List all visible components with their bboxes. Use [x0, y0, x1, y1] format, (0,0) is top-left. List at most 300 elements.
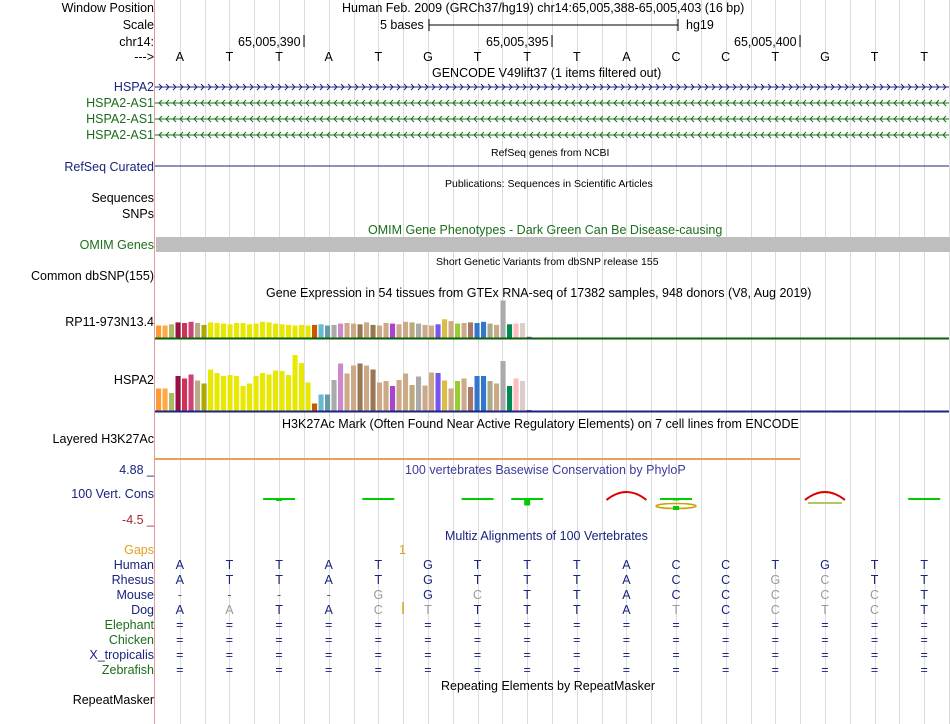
alignment-base: =: [176, 648, 184, 662]
alignment-base: =: [424, 618, 432, 632]
alignment-base: =: [821, 663, 829, 677]
alignment-base: =: [374, 633, 382, 647]
alignment-base: =: [870, 663, 879, 677]
phylop-score-bar: [375, 498, 381, 500]
gtex-gene2-bar: [520, 381, 525, 411]
alignment-base: T: [523, 558, 531, 572]
gtex-gene1-bar: [156, 326, 161, 339]
alignment-base: T: [920, 573, 928, 587]
alignment-base: T: [572, 573, 581, 587]
phylop-score-bar: [475, 498, 481, 500]
gtex-gene1-bar: [410, 322, 415, 338]
alignment-base: =: [573, 663, 581, 677]
alignment-base: =: [424, 663, 432, 677]
gtex-gene1-bar: [280, 324, 285, 338]
gtex-gene1-bar: [501, 301, 506, 339]
alignment-base: =: [325, 648, 333, 662]
alignment-base: =: [622, 618, 631, 632]
alignment-base: T: [424, 603, 432, 617]
gtex-gene2-bar: [260, 373, 265, 411]
alignment-base: T: [821, 603, 829, 617]
alignment-base: -: [227, 588, 232, 602]
alignment-base: T: [275, 558, 283, 572]
sequences-label[interactable]: Sequences: [91, 191, 154, 205]
gtex-gene2-bar: [247, 384, 252, 412]
gap-count: 1: [399, 543, 406, 557]
repeatmasker-track-title[interactable]: Repeating Elements by RepeatMasker: [441, 679, 656, 693]
gtex-gene1-bar: [488, 324, 493, 338]
gtex-gene2-bar: [267, 375, 272, 412]
gene-label-hspa2-as1[interactable]: HSPA2-AS1: [86, 112, 154, 126]
gtex-gene-label[interactable]: HSPA2: [113, 373, 154, 387]
alignment-base: =: [771, 663, 779, 677]
alignment-base: =: [722, 618, 730, 632]
alignment-base: C: [721, 588, 731, 602]
alignment-base: =: [176, 663, 184, 677]
gtex-gene1-bar: [442, 319, 447, 338]
alignment-base: A: [622, 588, 631, 602]
alignment-base: =: [374, 618, 382, 632]
base-letter: T: [374, 50, 383, 64]
alignment-base: =: [176, 618, 184, 632]
base-letter: G: [423, 50, 433, 64]
phylop-track-title[interactable]: 100 vertebrates Basewise Conservation by PhyloP: [405, 463, 686, 477]
gtex-gene2-bar: [338, 364, 343, 412]
repeatmasker-label[interactable]: RepeatMasker: [72, 693, 154, 707]
strand-arrow-label: --->: [134, 50, 154, 64]
gtex-gene2-bar: [254, 376, 259, 411]
alignment-base: T: [523, 603, 531, 617]
alignment-base: C: [770, 588, 780, 602]
species-label[interactable]: Dog: [131, 603, 154, 617]
dbsnp-track-title[interactable]: Short Genetic Variants from dbSNP release 155: [436, 256, 659, 268]
gtex-gene1-bar: [234, 323, 239, 338]
phylop-score-bar: [524, 498, 530, 506]
alignment-base: A: [175, 558, 184, 572]
base-letter: T: [771, 50, 780, 64]
gtex-gene1-bar: [312, 325, 317, 338]
gtex-gene2-bar: [423, 386, 428, 412]
gtex-gene2-bar: [169, 393, 174, 411]
gtex-gene1-bar: [228, 324, 233, 338]
position-tick-label: 65,005,395: [486, 35, 549, 49]
species-label[interactable]: Mouse: [116, 588, 154, 602]
gtex-gene1-bar: [189, 322, 194, 338]
alignment-base: =: [473, 633, 482, 647]
alignment-base: T: [473, 558, 482, 572]
base-letter: T: [523, 50, 531, 64]
gtex-gene2-bar: [176, 376, 181, 411]
scale-label: Scale: [122, 18, 154, 32]
phylop-max-label: 4.88 _: [119, 463, 154, 477]
alignment-base: =: [424, 648, 432, 662]
alignment-base: =: [672, 633, 680, 647]
alignment-base: A: [622, 558, 631, 572]
gtex-gene2-bar: [481, 376, 486, 411]
alignment-base: A: [324, 573, 333, 587]
gene-label-hspa2-as1[interactable]: HSPA2-AS1: [86, 96, 154, 110]
alignment-base: A: [622, 573, 631, 587]
alignment-base: =: [275, 633, 283, 647]
alignment-base: =: [325, 633, 333, 647]
alignment-base: G: [820, 558, 830, 572]
alignment-base: -: [276, 588, 282, 602]
gtex-gene2-bar: [429, 373, 434, 412]
alignment-base: =: [225, 663, 234, 677]
gtex-gene1-bar: [260, 322, 265, 338]
gtex-gene1-bar: [332, 325, 337, 338]
gtex-gene1-bar: [449, 321, 454, 338]
gtex-track-title[interactable]: Gene Expression in 54 tissues from GTEx RNA-seq of 17382 samples, 948 donors (V8, Aug 2019): [266, 286, 812, 300]
gtex-gene2-bar: [163, 389, 168, 412]
species-label[interactable]: X_tropicalis: [89, 648, 154, 662]
alignment-base: T: [473, 573, 482, 587]
gtex-gene2-bar: [488, 381, 493, 411]
alignment-base: =: [374, 648, 382, 662]
gtex-gene2-bar: [228, 375, 233, 411]
gtex-gene2-bar: [436, 373, 441, 411]
gtex-gene1-bar: [397, 324, 402, 338]
alignment-base: =: [275, 618, 283, 632]
gtex-gene1-bar: [514, 324, 519, 338]
gtex-gene2-bar: [208, 370, 213, 412]
alignment-base: C: [820, 588, 830, 602]
gtex-gene1-bar: [475, 323, 480, 338]
gtex-gene1-bar: [208, 322, 213, 338]
gtex-gene1-bar: [221, 324, 226, 338]
gtex-gene2-bar: [390, 386, 395, 411]
alignment-base: =: [920, 648, 928, 662]
position-tick-label: 65,005,390: [238, 35, 301, 49]
alignment-base: C: [820, 573, 830, 587]
alignment-base: =: [473, 663, 482, 677]
species-label[interactable]: Human: [113, 558, 154, 572]
phylop-score-bar: [921, 498, 927, 500]
gtex-gene2-bar: [345, 374, 350, 412]
gtex-gene2-bar: [299, 363, 304, 411]
gtex-gene2-bar: [397, 380, 402, 411]
gtex-gene2-bar: [514, 379, 519, 412]
alignment-base: =: [473, 648, 482, 662]
gtex-gene1-bar: [319, 324, 324, 338]
alignment-base: A: [622, 603, 631, 617]
alignment-base: =: [523, 618, 531, 632]
gtex-gene1-bar: [403, 322, 408, 338]
alignment-base: =: [920, 618, 928, 632]
window-position-label: Window Position: [61, 1, 154, 15]
alignment-base: G: [373, 588, 384, 602]
gtex-gene2-bar: [410, 385, 415, 411]
gtex-gene1-bar: [195, 323, 200, 338]
gtex-gene2-bar: [319, 395, 324, 412]
alignment-base: A: [175, 603, 184, 617]
alignment-base: T: [870, 558, 879, 572]
refseq-curated-label[interactable]: RefSeq Curated: [64, 160, 154, 174]
alignment-base: =: [821, 648, 829, 662]
alignment-base: =: [225, 648, 234, 662]
gtex-gene2-bar: [306, 383, 311, 412]
gtex-gene2-bar: [358, 364, 363, 412]
base-letter: T: [473, 50, 482, 64]
gtex-gene2-bar: [332, 380, 337, 411]
phylop-score-bar: [673, 506, 679, 510]
gtex-gene2-bar: [371, 370, 376, 412]
gtex-gene2-bar: [494, 384, 499, 412]
gtex-gene2-bar: [455, 381, 460, 411]
alignment-base: A: [324, 558, 333, 572]
alignment-base: =: [523, 633, 531, 647]
phylop-min-label: -4.5 _: [122, 513, 154, 527]
species-label[interactable]: Zebrafish: [101, 663, 154, 677]
gaps-label[interactable]: Gaps: [124, 543, 154, 557]
alignment-base: T: [374, 573, 383, 587]
gtex-gene1-bar: [384, 323, 389, 338]
alignment-base: G: [423, 573, 433, 587]
alignment-base: =: [573, 633, 581, 647]
gtex-gene1-bar: [325, 326, 330, 339]
alignment-base: G: [423, 558, 433, 572]
alignment-base: C: [870, 603, 880, 617]
gtex-gene1-bar: [455, 324, 460, 338]
gtex-gene1-bar: [507, 324, 512, 338]
omim-gene-bar: [156, 237, 950, 252]
alignment-base: T: [572, 588, 581, 602]
alignment-base: =: [573, 618, 581, 632]
gtex-gene1-bar: [429, 326, 434, 339]
alignment-base: =: [275, 648, 283, 662]
alignment-base: =: [225, 618, 234, 632]
gtex-gene2-bar: [462, 379, 467, 412]
gtex-gene2-bar: [202, 384, 207, 412]
gtex-gene2-bar: [416, 377, 421, 412]
chrom-label: chr14:: [119, 35, 154, 49]
gtex-gene1-bar: [358, 324, 363, 338]
alignment-base: G: [770, 573, 781, 587]
alignment-base: =: [722, 633, 730, 647]
alignment-base: =: [275, 663, 283, 677]
scale-bar-text: 5 bases: [380, 18, 424, 32]
alignment-base: T: [870, 573, 879, 587]
gtex-gene1-bar: [371, 325, 376, 338]
gtex-gene2-bar: [403, 374, 408, 412]
gtex-gene1-bar: [436, 324, 441, 338]
alignment-base: T: [572, 603, 581, 617]
gtex-gene1-bar: [293, 326, 298, 339]
alignment-base: T: [374, 558, 383, 572]
gtex-gene2-bar: [273, 371, 278, 412]
gtex-gene2-bar: [241, 386, 246, 411]
gtex-gene2-bar: [293, 355, 298, 411]
gtex-gene1-bar: [241, 323, 246, 338]
alignment-base: T: [275, 603, 283, 617]
alignment-base: T: [225, 558, 234, 572]
alignment-base: C: [721, 603, 731, 617]
alignment-base: T: [572, 558, 581, 572]
base-letter: A: [175, 50, 184, 64]
alignment-base: T: [920, 588, 928, 602]
phylop-score-curve: [805, 492, 845, 500]
alignment-base: C: [721, 558, 731, 572]
phylop-score-curve: [606, 492, 646, 500]
gtex-gene1-bar: [364, 322, 369, 338]
gtex-gene1-bar: [494, 325, 499, 338]
base-letter: G: [820, 50, 830, 64]
base-letter: T: [225, 50, 234, 64]
gtex-gene1-bar: [254, 324, 259, 338]
alignment-base: =: [225, 633, 234, 647]
alignment-base: =: [722, 663, 730, 677]
gtex-gene1-bar: [169, 324, 174, 338]
gtex-gene2-bar: [501, 361, 506, 411]
gtex-gene1-bar: [338, 324, 343, 338]
alignment-base: =: [374, 663, 382, 677]
gtex-gene2-bar: [449, 389, 454, 412]
alignment-base: =: [523, 663, 531, 677]
h3k27ac-label[interactable]: Layered H3K27Ac: [52, 432, 154, 446]
alignment-base: A: [324, 603, 333, 617]
alignment-base: T: [523, 588, 531, 602]
gtex-gene-label[interactable]: RP11-973N13.4: [65, 315, 154, 329]
alignment-base: =: [176, 633, 184, 647]
alignment-base: C: [671, 573, 681, 587]
gtex-gene1-bar: [202, 325, 207, 338]
gtex-gene2-bar: [221, 376, 226, 411]
base-letter: A: [622, 50, 631, 64]
base-letter: C: [721, 50, 731, 64]
alignment-base: C: [671, 558, 681, 572]
alignment-base: =: [870, 633, 879, 647]
base-letter: T: [572, 50, 581, 64]
gtex-gene1-bar: [351, 324, 356, 338]
gtex-gene2-bar: [280, 371, 285, 411]
alignment-base: =: [722, 648, 730, 662]
gtex-gene1-bar: [377, 326, 382, 339]
alignment-base: =: [672, 618, 680, 632]
h3k27ac-track-title[interactable]: H3K27Ac Mark (Often Found Near Active Regulatory Elements) on 7 cell lines from ENCODE: [282, 417, 799, 431]
gene-label-hspa2-as1[interactable]: HSPA2-AS1: [86, 128, 154, 142]
gtex-gene2-bar: [234, 376, 239, 411]
gtex-gene1-bar: [416, 324, 421, 338]
gtex-gene1-bar: [215, 323, 220, 338]
alignment-base: =: [424, 633, 432, 647]
phylop-score-bar: [673, 498, 679, 501]
alignment-base: G: [423, 588, 433, 602]
gencode-track-title[interactable]: GENCODE V49lift37 (1 items filtered out): [432, 66, 662, 80]
gtex-gene1-bar: [520, 323, 525, 338]
gtex-gene1-bar: [182, 323, 187, 338]
gtex-gene1-bar: [286, 325, 291, 338]
gene-label-hspa2[interactable]: HSPA2: [113, 80, 154, 94]
gtex-gene1-bar: [163, 326, 168, 339]
gtex-gene2-bar: [442, 381, 447, 412]
gtex-gene1-bar: [176, 322, 181, 338]
alignment-base: C: [373, 603, 383, 617]
gtex-gene2-bar: [195, 381, 200, 412]
alignment-base: =: [573, 648, 581, 662]
alignment-base: =: [771, 633, 779, 647]
position-tick-label: 65,005,400: [734, 35, 797, 49]
alignment-base: =: [771, 648, 779, 662]
alignment-base: =: [672, 648, 680, 662]
phylop-label[interactable]: 100 Vert. Cons: [71, 487, 154, 501]
gtex-gene1-bar: [345, 323, 350, 338]
alignment-base: =: [870, 648, 879, 662]
alignment-base: T: [523, 573, 531, 587]
refseq-track-title[interactable]: RefSeq genes from NCBI: [491, 147, 610, 159]
multiz-track-title[interactable]: Multiz Alignments of 100 Vertebrates: [445, 529, 648, 543]
alignment-base: =: [821, 633, 829, 647]
gtex-gene1-bar: [468, 322, 473, 338]
species-label[interactable]: Elephant: [104, 618, 154, 632]
gtex-gene1-bar: [481, 322, 486, 338]
gtex-gene2-bar: [475, 376, 480, 411]
gtex-gene2-bar: [182, 379, 187, 412]
gtex-gene2-bar: [215, 373, 220, 411]
omim-genes-label[interactable]: OMIM Genes: [79, 238, 154, 252]
alignment-base: =: [920, 633, 928, 647]
gtex-gene2-bar: [468, 387, 473, 411]
gtex-gene2-bar: [351, 366, 356, 412]
alignment-base: -: [326, 588, 331, 602]
gtex-gene1-bar: [267, 322, 272, 338]
gtex-gene2-bar: [364, 366, 369, 412]
gtex-gene1-bar: [390, 324, 395, 338]
alignment-base: =: [870, 618, 879, 632]
alignment-base: =: [622, 633, 631, 647]
alignment-base: =: [325, 663, 333, 677]
alignment-base: =: [622, 648, 631, 662]
alignment-base: A: [225, 603, 234, 617]
alignment-base: T: [771, 558, 780, 572]
gtex-gene2-bar: [325, 395, 330, 412]
assembly-position-text: Human Feb. 2009 (GRCh37/hg19) chr14:65,005,388-65,005,403 (16 bp): [342, 1, 745, 15]
gtex-gene1-bar: [462, 323, 467, 338]
phylop-score-bar: [276, 498, 282, 501]
gtex-gene2-bar: [377, 383, 382, 412]
alignment-base: =: [622, 663, 631, 677]
alignment-base: C: [671, 588, 681, 602]
gtex-gene1-bar: [306, 326, 311, 339]
gtex-gene1-bar: [423, 325, 428, 338]
gtex-gene2-bar: [384, 381, 389, 411]
gtex-gene1-bar: [299, 325, 304, 338]
scale-db-text: hg19: [686, 18, 714, 32]
alignment-base: T: [275, 573, 283, 587]
alignment-base: =: [473, 618, 482, 632]
base-letter: A: [324, 50, 333, 64]
species-label[interactable]: Chicken: [108, 633, 154, 647]
alignment-base: T: [473, 603, 482, 617]
base-letter: T: [275, 50, 283, 64]
alignment-base: T: [225, 573, 234, 587]
alignment-base: =: [821, 618, 829, 632]
alignment-base: C: [770, 603, 780, 617]
dbsnp-label[interactable]: Common dbSNP(155): [31, 269, 154, 283]
publications-track-title[interactable]: Publications: Sequences in Scientific Articles: [445, 178, 653, 190]
alignment-base: =: [523, 648, 531, 662]
alignment-base: T: [920, 603, 928, 617]
gtex-gene2-bar: [156, 389, 161, 412]
species-label[interactable]: Rhesus: [111, 573, 154, 587]
alignment-base: T: [672, 603, 680, 617]
omim-track-title[interactable]: OMIM Gene Phenotypes - Dark Green Can Be Disease-causing: [368, 223, 723, 237]
gtex-gene2-bar: [189, 375, 194, 412]
gtex-gene2-bar: [312, 404, 317, 412]
snps-label[interactable]: SNPs: [122, 207, 154, 221]
base-letter: T: [920, 50, 928, 64]
gtex-gene2-bar: [507, 386, 512, 411]
base-letter: C: [671, 50, 681, 64]
